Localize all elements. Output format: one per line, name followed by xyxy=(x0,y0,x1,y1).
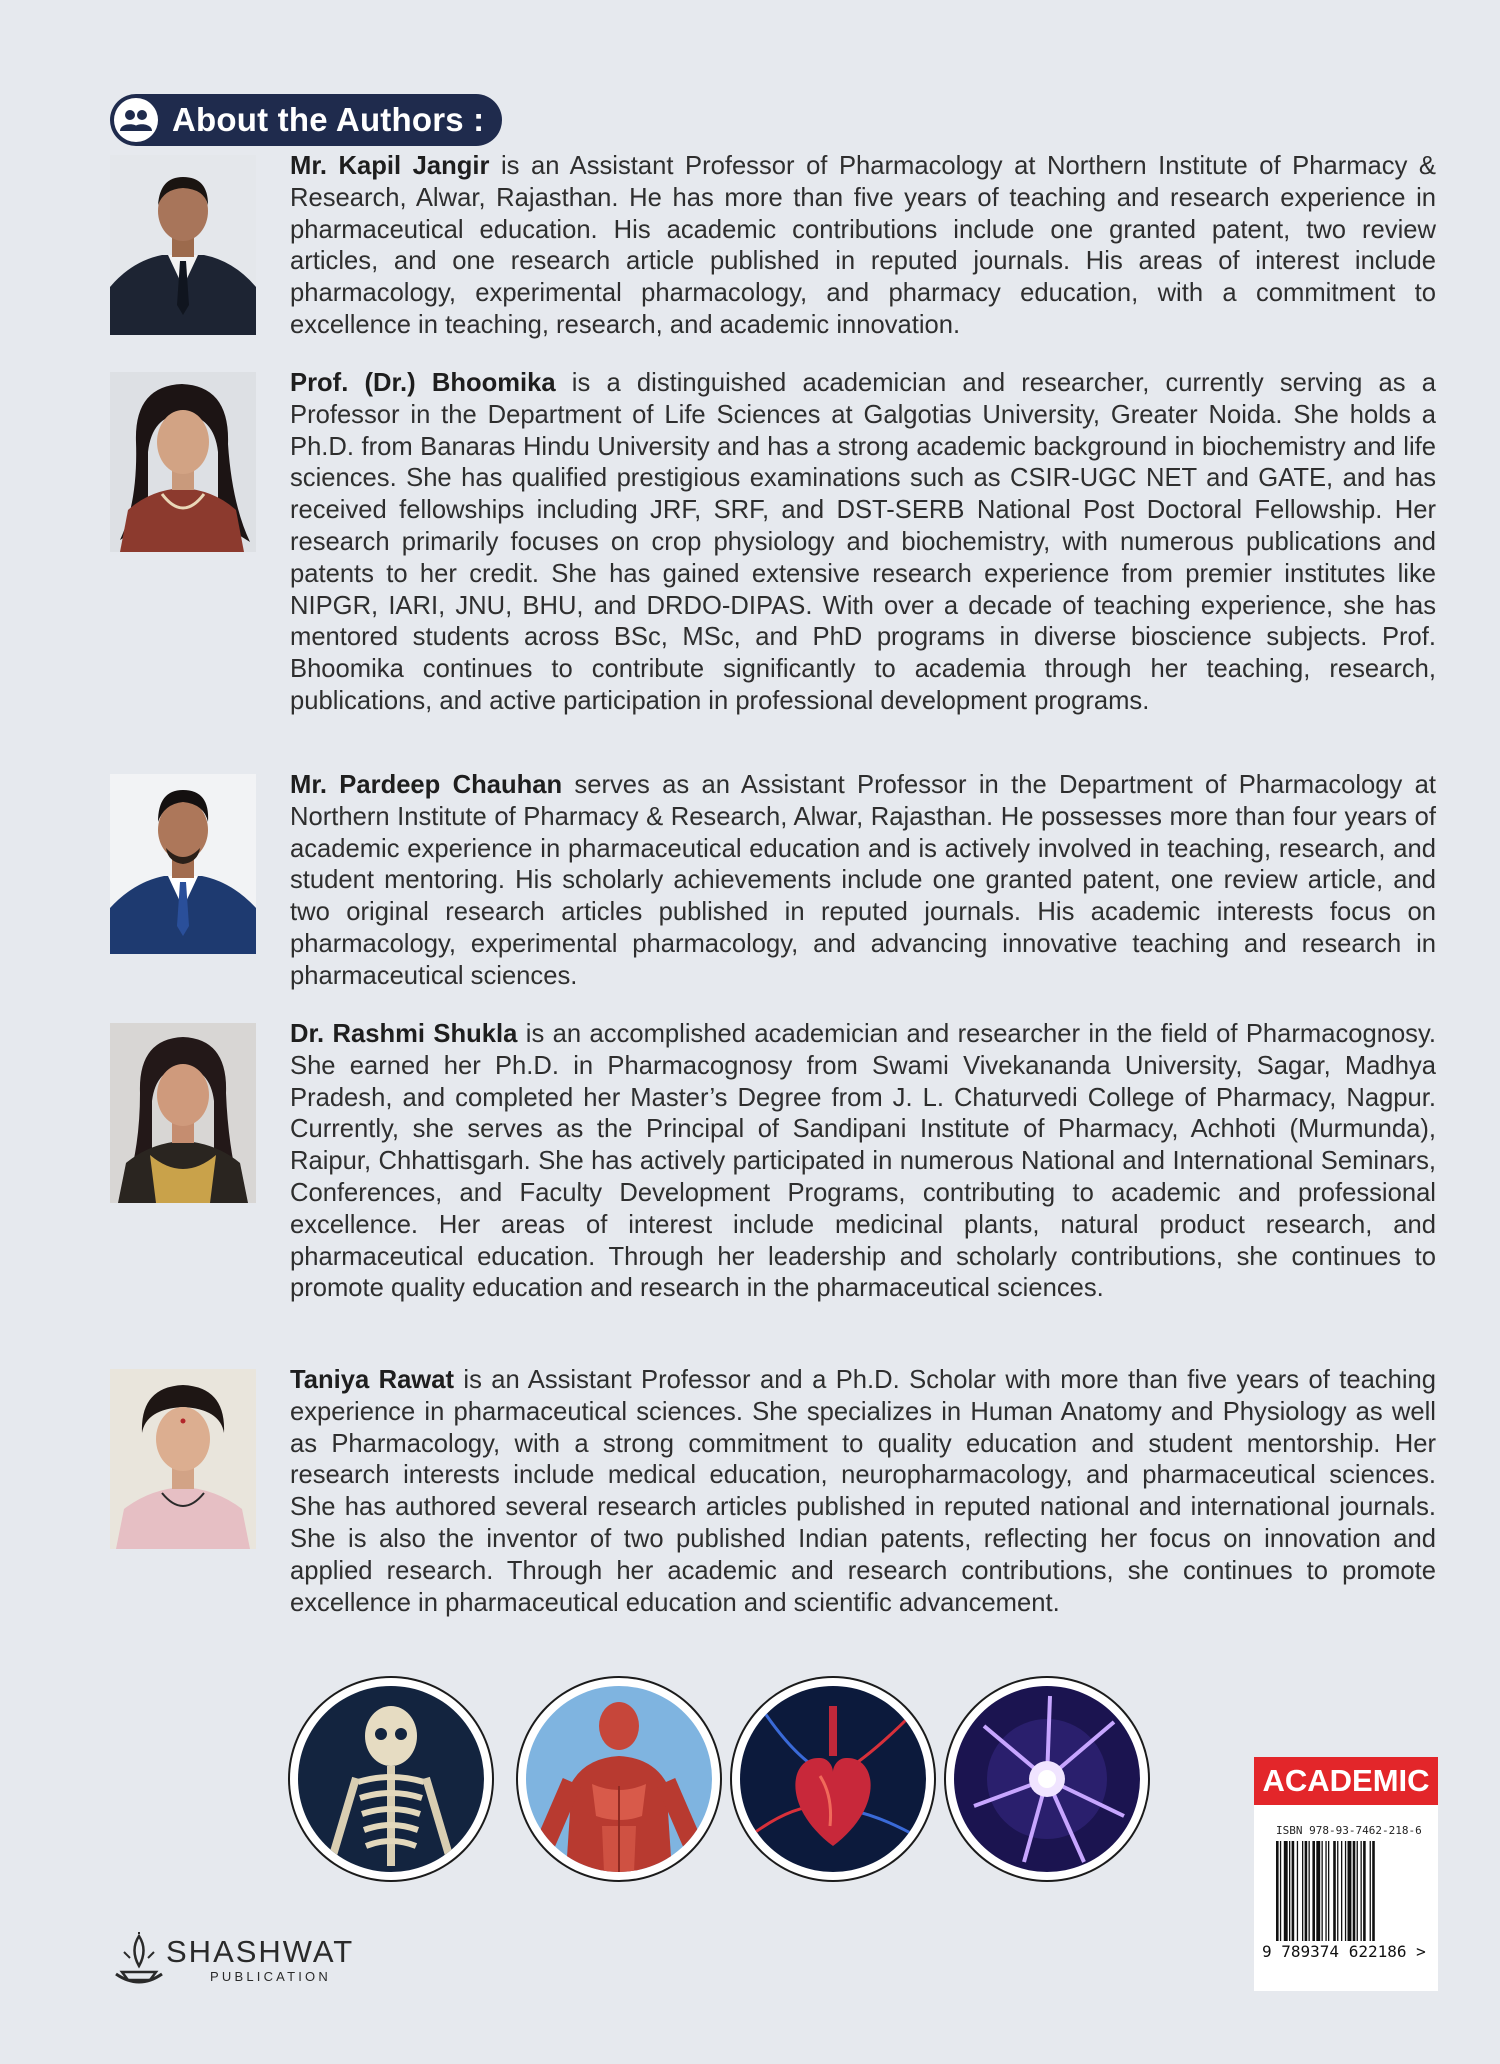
barcode-bar xyxy=(1337,1841,1338,1941)
skeleton-illustration xyxy=(290,1678,492,1880)
users-icon xyxy=(114,98,158,142)
heart-illustration xyxy=(732,1678,934,1880)
barcode-bar xyxy=(1363,1841,1366,1941)
barcode-bar xyxy=(1322,1841,1323,1941)
muscle-illustration xyxy=(518,1678,720,1880)
publisher-name: SHASHWAT xyxy=(166,1934,355,1969)
barcode-bar xyxy=(1328,1841,1329,1941)
publisher-logo xyxy=(110,1932,355,1988)
academic-label: ACADEMIC xyxy=(1254,1757,1438,1805)
author-photo xyxy=(110,1369,256,1549)
barcode-bar xyxy=(1284,1841,1288,1941)
barcode-bar xyxy=(1292,1841,1295,1941)
barcode-bar xyxy=(1316,1841,1320,1941)
author-photo xyxy=(110,372,256,552)
author-photo xyxy=(110,774,256,954)
barcode-bar xyxy=(1305,1841,1308,1941)
lamp-icon xyxy=(110,1932,168,1988)
barcode-bar xyxy=(1348,1841,1352,1941)
barcode-bar xyxy=(1280,1841,1281,1941)
barcode-bar xyxy=(1325,1841,1326,1941)
barcode-bar xyxy=(1372,1841,1375,1941)
author-photo xyxy=(110,1023,256,1203)
barcode-bar xyxy=(1353,1841,1356,1941)
barcode-bar xyxy=(1357,1841,1358,1941)
author-bio: Mr. Kapil Jangir is an Assistant Professor of Pharmacology at Northern Institute of Pharmacy & Research, Alwar, Rajasthan. He has more than five years of teaching and research experience in pharmaceutical education. His academic contributions include one granted patent, two review articles, and one research article published in reputed journals. His areas of interest include pharmacology, experimental pharmacology, and pharmacy education, with a commitment to excellence in teaching, research, and academic innovation. xyxy=(290,152,1436,339)
barcode-number: 9 789374 622186 > xyxy=(1262,1942,1426,1961)
barcode-bar xyxy=(1345,1841,1346,1941)
author-name: Dr. Rashmi Shukla xyxy=(290,1020,518,1048)
barcode-bar xyxy=(1302,1841,1303,1941)
section-title: About the Authors : xyxy=(172,101,485,138)
barcode-bar xyxy=(1276,1841,1279,1941)
author-bio: Mr. Pardeep Chauhan serves as an Assistant Professor in the Department of Pharmacology at Northern Institute of Pharmacy & Research, Alwar, Rajasthan. He possesses more than four years of academic experience in pharmaceutical education and is actively involved in teaching, research, and student mentoring. His scholarly achievements include one granted patent, one review article, and two original research articles published in reputed journals. His academic interests focus on pharmacology, experimental pharmacology, and advancing innovative teaching and research in pharmaceutical sciences. xyxy=(290,771,1436,990)
publisher-subtitle: PUBLICATION xyxy=(210,1969,331,1984)
author-photo xyxy=(110,155,256,335)
author-name: Taniya Rawat xyxy=(290,1366,454,1394)
neuron-illustration xyxy=(946,1678,1148,1880)
barcode-bar xyxy=(1297,1841,1298,1941)
barcode-bar xyxy=(1309,1841,1310,1941)
author-bio: Prof. (Dr.) Bhoomika is a distinguished academician and researcher, currently serving as a Professor in the Department of Life Sciences at Galgotias University, Greater Noida. She holds a Ph.D. from Banaras Hindu University and has a strong academic background in biochemistry and life sciences. She has qualified prestigious examinations such as CSIR-UGC NET and GATE, and has received fellowships including JRF, SRF, and DST-SERB National Post Doctoral Fellowship. Her research primarily focuses on crop physiology and biochemistry, with numerous publications and patents to her credit. She has gained extensive research experience from premier institutes like NIPGR, IARI, JNU, BHU, and DRDO-DIPAS. With over a decade of teaching experience, she has mentored students across BSc, MSc, and PhD programs in diverse bioscience subjects. Prof. Bhoomika continues to contribute significantly to academia through her teaching, research, publications, and active participation in professional development programs. xyxy=(290,369,1436,715)
barcode-bars xyxy=(1276,1841,1420,1941)
section-header xyxy=(110,94,502,146)
author-name: Prof. (Dr.) Bhoomika xyxy=(290,369,556,397)
barcode-bar xyxy=(1312,1841,1315,1941)
isbn-text: ISBN 978-93-7462-218-6 xyxy=(1276,1824,1422,1837)
barcode xyxy=(1254,1805,1438,1991)
author-bio: Dr. Rashmi Shukla is an accomplished academician and researcher in the field of Pharmacognosy. She earned her Ph.D. in Pharmacognosy from Swami Vivekananda University, Sagar, Madhya Pradesh, and completed her Master’s Degree from J. L. Chaturvedi College of Pharmacy, Nagpur. Currently, she serves as the Principal of Sandipani Institute of Pharmacy, Achhoti (Murmunda), Raipur, Chhattisgarh. She has actively participated in numerous National and International Seminars, Conferences, and Faculty Development Programs, contributing to academic and professional excellence. Her areas of interest include medicinal plants, natural product research, and pharmaceutical education. Through her leadership and scholarly contributions, she continues to promote quality education and research in the pharmaceutical sciences. xyxy=(290,1020,1436,1303)
barcode-bar xyxy=(1341,1841,1342,1941)
author-name: Mr. Kapil Jangir xyxy=(290,152,490,180)
barcode-bar xyxy=(1361,1841,1362,1941)
author-bio: Taniya Rawat is an Assistant Professor and a Ph.D. Scholar with more than five years of teaching experience in pharmaceutical sciences. She specializes in Human Anatomy and Physiology as well as Pharmacology, with a strong commitment to quality education and student mentorship. Her research interests include medical education, neuropharmacology, and pharmaceutical sciences. She has authored several research articles published in reputed national and international journals. She is also the inventor of two published Indian patents, reflecting her focus on innovation and applied research. Through her academic and research contributions, she continues to promote excellence in pharmaceutical education and scientific advancement. xyxy=(290,1366,1436,1617)
barcode-bar xyxy=(1333,1841,1336,1941)
barcode-bar xyxy=(1370,1841,1371,1941)
author-name: Mr. Pardeep Chauhan xyxy=(290,771,563,799)
barcode-bar xyxy=(1289,1841,1290,1941)
